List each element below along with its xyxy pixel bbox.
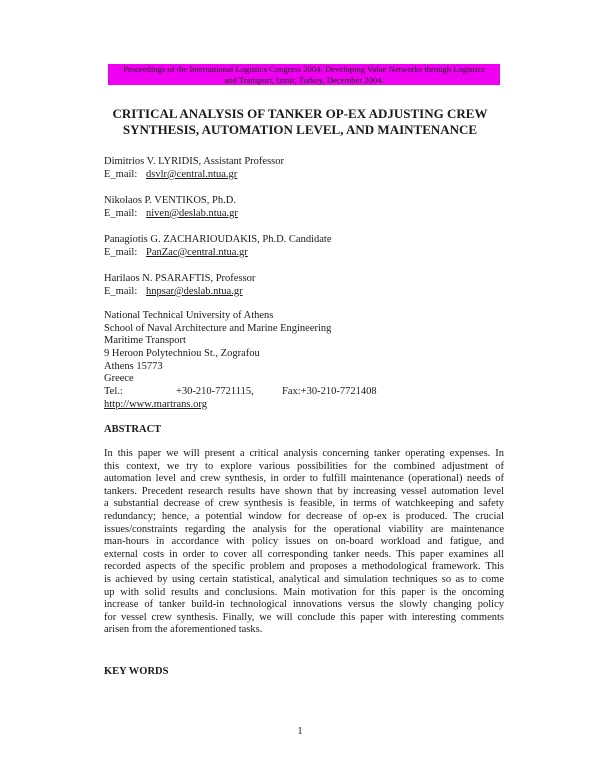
abstract-line: In this paper we will present a critical analysis concerning tanker operating expenses. In <box>104 448 504 459</box>
email-label: E_mail: <box>104 285 138 297</box>
author-block-3 <box>104 234 332 259</box>
abstract-line: a substantial decrease of crew synthesis is feasible, in terms of watchkeeping and safety <box>104 498 504 510</box>
abstract-line: automation level and crew synthesis, in order to fulfill maintenance (operational) needs of <box>104 473 504 485</box>
fax-number: Fax:+30-210-7721408 <box>282 386 377 398</box>
abstract-line: tankers. Precedent research results have shown that by increasing vessel automation level <box>104 485 504 497</box>
affiliation-city: Athens 15773 <box>104 360 163 372</box>
tel-label: Tel.: <box>104 386 123 398</box>
banner-line-2: and Transport, Izmir, Turkey, December 2004. <box>224 74 384 85</box>
abstract-line: redundancy; hence, a potential window for decrease of op-ex is produced. The crucial <box>104 510 504 522</box>
author-email-link[interactable]: dsvlr@central.ntua.gr <box>146 168 238 180</box>
page-number: 1 <box>297 726 303 737</box>
affiliation-dept: Maritime Transport <box>104 335 186 347</box>
author-name: Dimitrios V. LYRIDIS, Assistant Professor <box>104 156 284 167</box>
tel-number: +30-210-7721115, <box>176 386 254 398</box>
abstract-line: is achieved by using certain statistical, analytical and simulation techniques so as to come <box>104 573 504 585</box>
email-label: E_mail: <box>104 246 138 258</box>
affiliation-block <box>104 310 377 412</box>
abstract-line: increase of tanker build-in technological innovations versus the slowly changing policy <box>104 599 504 611</box>
abstract-line: for vessel crew synthesis. Finally, we will conclude this paper with interesting comments <box>104 611 504 623</box>
author-block-4 <box>104 273 255 298</box>
abstract-line: external costs in order to cover all corresponding tanker needs. This paper examines all <box>104 548 504 560</box>
author-name: Harilaos N. PSARAFTIS, Professor <box>104 273 256 284</box>
author-block-2 <box>104 195 238 220</box>
author-email-link[interactable]: PanZac@central.ntua.gr <box>146 246 248 258</box>
email-label: E_mail: <box>104 207 138 219</box>
affiliation-country: Greece <box>104 373 134 385</box>
abstract-line: issues/constraints regarding the analysis for the operational viability are maintenance <box>104 523 504 535</box>
affiliation-university: National Technical University of Athens <box>104 310 274 321</box>
author-name: Panagiotis G. ZACHARIOUDAKIS, Ph.D. Candidate <box>104 234 332 245</box>
proceedings-banner <box>108 64 500 85</box>
abstract-line: arisen from the aforementioned tasks. <box>104 624 263 636</box>
abstract-body <box>104 448 504 637</box>
abstract-line: up with solid results and conclusions. Main motivation for this paper is the oncoming <box>104 586 504 598</box>
abstract-heading: ABSTRACT <box>104 424 162 435</box>
website-link[interactable]: http://www.martrans.org <box>104 398 207 410</box>
paper-title <box>60 106 540 137</box>
title-line-2: SYNTHESIS, AUTOMATION LEVEL, AND MAINTENANCE <box>122 121 478 137</box>
keywords-heading: KEY WORDS <box>104 666 169 677</box>
email-label: E_mail: <box>104 168 138 180</box>
abstract-line: man-hours in accordance with policy issues on on-board workload and fatigue, and <box>104 536 504 548</box>
author-block-1 <box>104 156 284 181</box>
author-email-link[interactable]: niven@deslab.ntua.gr <box>146 207 238 219</box>
abstract-line: recorded aspects of the specific problem and proposes a methodological framework. This <box>104 561 504 573</box>
title-line-1: CRITICAL ANALYSIS OF TANKER OP-EX ADJUSTING CREW <box>112 106 488 121</box>
abstract-line: this context, we try to explore various possibilities for the combined adjustment of <box>104 460 504 472</box>
author-name: Nikolaos P. VENTIKOS, Ph.D. <box>104 195 236 206</box>
affiliation-street: 9 Heroon Polytechniou St., Zografou <box>104 348 260 360</box>
affiliation-school: School of Naval Architecture and Marine Engineering <box>104 322 332 334</box>
banner-line-1: Proceedings of the International Logistics Congress 2004: Developing Value Networks through Logistics <box>123 64 485 74</box>
author-email-link[interactable]: hnpsar@deslab.ntua.gr <box>146 285 243 297</box>
